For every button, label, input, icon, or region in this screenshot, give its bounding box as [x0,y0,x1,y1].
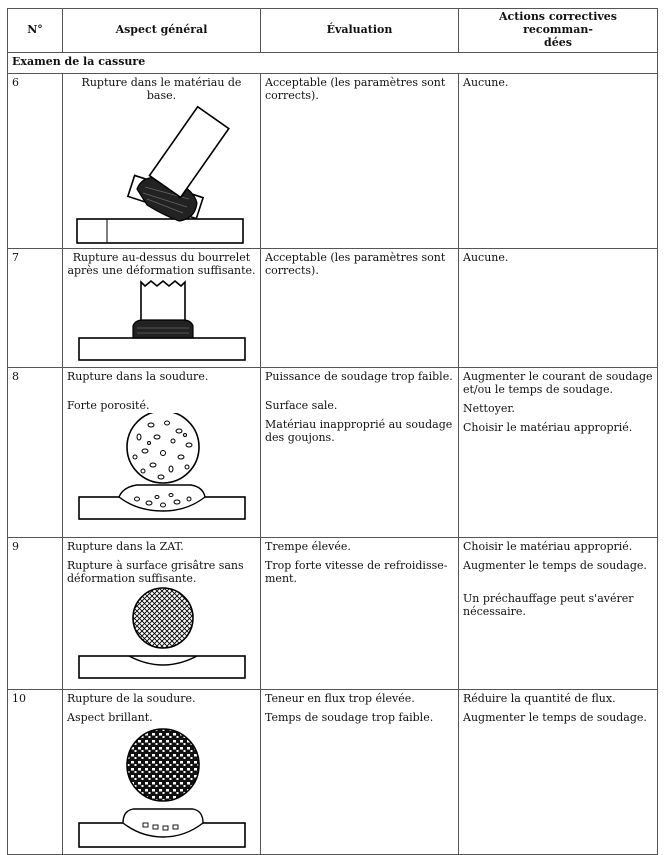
evaluation-text: Trop forte vitesse de refroidisse- [265,558,448,572]
action-text: Augmenter le courant de soudage et/ou le temps de soudage. [463,369,653,396]
aspect-text: Rupture de la soudure. [67,691,196,705]
aspect-text: Rupture dans la soudure. [67,369,209,383]
table-row [8,537,658,689]
actions-cell [459,73,658,248]
evaluation-text: Temps de soudage trop faible. [265,710,434,724]
action-text: Un préchauffage peut s'avérer nécessaire. [463,591,634,618]
header-actions-line2: dées [544,35,572,49]
table-row [8,689,658,854]
evaluation-text: ment. [265,571,297,585]
aspect-cell [63,367,261,537]
porous-weld-drawing [67,413,255,523]
aspect-cell [63,537,261,689]
base-material-fracture-drawing [67,103,255,245]
action-text: Aucune. [463,250,509,264]
action-text: Choisir le matériau approprié. [463,420,633,434]
header-aspect: Aspect général [63,9,261,53]
shiny-weld-fracture-drawing [67,725,255,851]
action-text: Réduire la quantité de flux. [463,691,616,705]
action-text: Augmenter le temps de soudage. [463,558,647,572]
aspect-text: Rupture à surface grisâtre sans déformation suffisante. [67,558,244,585]
aspect-cell [63,73,261,248]
evaluation-cell [261,537,459,689]
evaluation-text: Puissance de soudage trop faible. [265,369,453,383]
evaluation-text: Teneur en flux trop élevée. [265,691,415,705]
header-row [8,9,658,53]
evaluation-cell [261,73,459,248]
aspect-text: après une déformation suffisante. [67,263,256,277]
evaluation-text: Surface sale. [265,398,338,412]
row-number: 7 [8,248,63,367]
evaluation-text: Trempe élevée. [265,539,351,553]
row-number: 6 [8,73,63,248]
aspect-text: Forte porosité. [67,398,150,412]
header-actions [459,9,658,53]
row-number: 10 [8,689,63,854]
corrective-actions-table [7,8,658,855]
evaluation-text: Matériau inapproprié au soudage des goujons. [265,417,453,444]
evaluation-cell [261,689,459,854]
collar-fracture-drawing [67,278,255,364]
table-row [8,367,658,537]
aspect-cell [63,248,261,367]
action-text: Aucune. [463,75,509,89]
evaluation-cell [261,248,459,367]
action-text: Choisir le matériau approprié. [463,539,633,553]
table-row [8,73,658,248]
aspect-text: Rupture dans la ZAT. [67,539,184,553]
header-evaluation: Évaluation [261,9,459,53]
aspect-text: Rupture dans le matériau de base. [81,75,242,102]
header-actions-line1: Actions correctives recomman- [498,10,617,36]
section-title: Examen de la cassure [8,52,658,73]
aspect-text: Aspect brillant. [67,710,153,724]
action-text: Augmenter le temps de soudage. [463,710,647,724]
actions-cell [459,367,658,537]
actions-cell [459,689,658,854]
row-number: 9 [8,537,63,689]
section-row [8,52,658,73]
evaluation-text: Acceptable (les paramètres sont corrects). [265,75,446,102]
evaluation-text: Acceptable (les paramètres sont corrects). [265,250,446,277]
aspect-cell [63,689,261,854]
haz-fracture-drawing [67,586,255,682]
actions-cell [459,248,658,367]
actions-cell [459,537,658,689]
action-text: Nettoyer. [463,401,515,415]
row-number: 8 [8,367,63,537]
header-num: N° [8,9,63,53]
aspect-text: Rupture au-dessus du bourrelet [72,250,251,264]
table-row [8,248,658,367]
evaluation-cell [261,367,459,537]
